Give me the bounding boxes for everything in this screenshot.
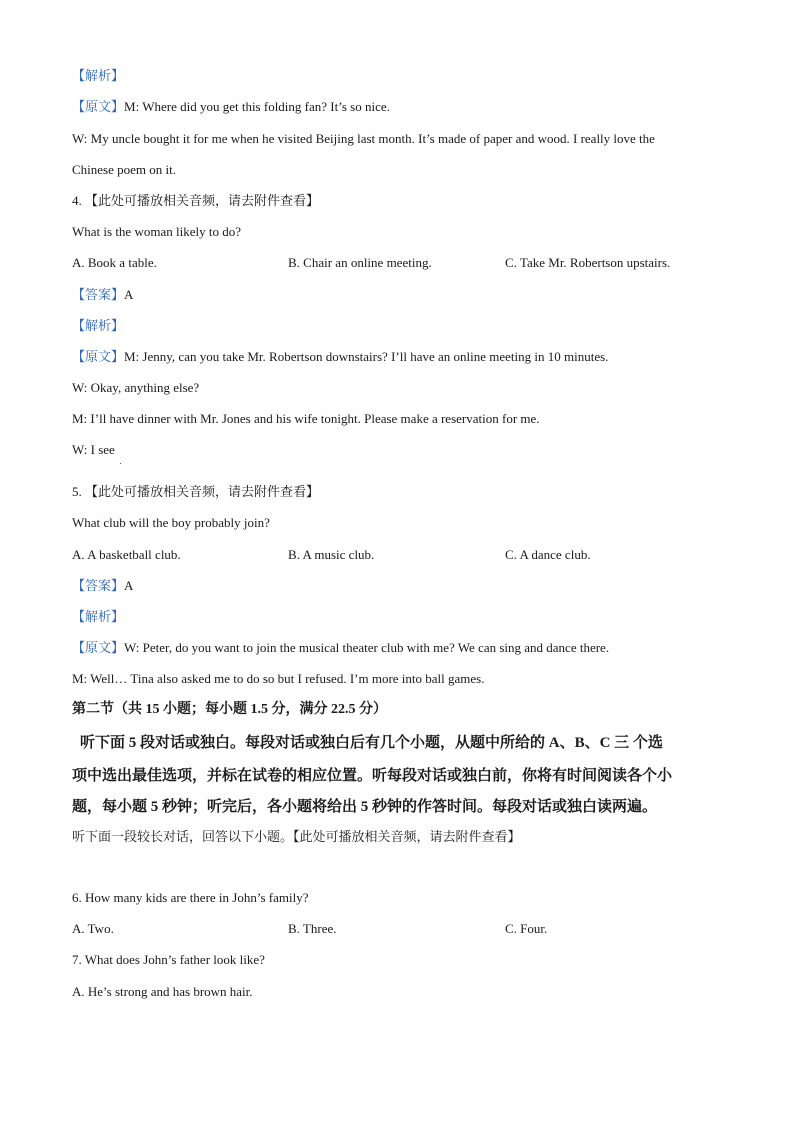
transcript-line: W: I see <box>72 442 115 457</box>
answer-value: A <box>124 578 134 593</box>
analysis-tag: 【解析】 <box>72 318 125 333</box>
option-b: B. Chair an online meeting. <box>288 255 432 270</box>
transcript-line <box>72 640 609 656</box>
transcript-text: M: Where did you get this folding fan? It’s so nice. <box>124 99 390 114</box>
option-a: A. A basketball club. <box>72 547 181 562</box>
option-c: C. A dance club. <box>505 547 591 562</box>
option-a: A. Book a table. <box>72 255 157 270</box>
answer-tag: 【答案】 <box>72 287 125 302</box>
transcript-tag: 【原文】 <box>72 640 125 655</box>
transcript-line: W: Okay, anything else? <box>72 380 200 395</box>
instruction-line: 听下面 5 段对话或独白。每段对话或独白后有几个小题，从题中所给的 A、B、C 三 个选 <box>80 735 663 751</box>
answer-line <box>72 578 133 594</box>
analysis-tag: 【解析】 <box>72 68 125 83</box>
transcript-line: Chinese poem on it. <box>72 162 176 177</box>
analysis-tag: 【解析】 <box>72 609 125 624</box>
transcript-text: M: Jenny, can you take Mr. Robertson downstairs? I’ll have an online meeting in 10 minutes. <box>124 349 609 364</box>
option-b: B. Three. <box>288 921 337 936</box>
section-heading: 第二节（共 15 小题；每小题 1.5 分，满分 22.5 分） <box>72 702 387 717</box>
listen-note: 听下面一段较长对话，回答以下小题。【此处可播放相关音频，请去附件查看】 <box>72 829 521 844</box>
transcript-line <box>72 349 608 365</box>
answer-value: A <box>124 287 134 302</box>
transcript-line: M: I’ll have dinner with Mr. Jones and his wife tonight. Please make a reservation for me. <box>72 411 540 426</box>
question-number-audio: 4. 【此处可播放相关音频，请去附件查看】 <box>72 193 320 208</box>
transcript-tag: 【原文】 <box>72 349 125 364</box>
transcript-line: W: My uncle bought it for me when he visited Beijing last month. It’s made of paper and wood. I really love the <box>72 131 655 146</box>
question-text: 6. How many kids are there in John’s family? <box>72 890 309 905</box>
stray-mark <box>120 463 121 464</box>
instruction-line: 题，每小题 5 秒钟；听完后，各小题将给出 5 秒钟的作答时间。每段对话或独白读两遍。 <box>72 799 658 815</box>
answer-line <box>72 287 133 303</box>
answer-tag: 【答案】 <box>72 578 125 593</box>
option-c: C. Four. <box>505 921 548 936</box>
question-number-audio: 5. 【此处可播放相关音频，请去附件查看】 <box>72 484 320 499</box>
instruction-line: 项中选出最佳选项，并标在试卷的相应位置。听每段对话或独白前，你将有时间阅读各个小 <box>72 768 673 784</box>
question-text: What is the woman likely to do? <box>72 224 241 239</box>
question-text: 7. What does John’s father look like? <box>72 952 265 967</box>
question-text: What club will the boy probably join? <box>72 515 270 530</box>
option-b: B. A music club. <box>288 547 375 562</box>
transcript-line <box>72 99 390 115</box>
option-a: A. He’s strong and has brown hair. <box>72 984 253 999</box>
option-c: C. Take Mr. Robertson upstairs. <box>505 255 671 270</box>
transcript-text: W: Peter, do you want to join the musical theater club with me? We can sing and dance there. <box>124 640 610 655</box>
option-a: A. Two. <box>72 921 114 936</box>
transcript-tag: 【原文】 <box>72 99 125 114</box>
transcript-line: M: Well… Tina also asked me to do so but I refused. I’m more into ball games. <box>72 671 485 686</box>
